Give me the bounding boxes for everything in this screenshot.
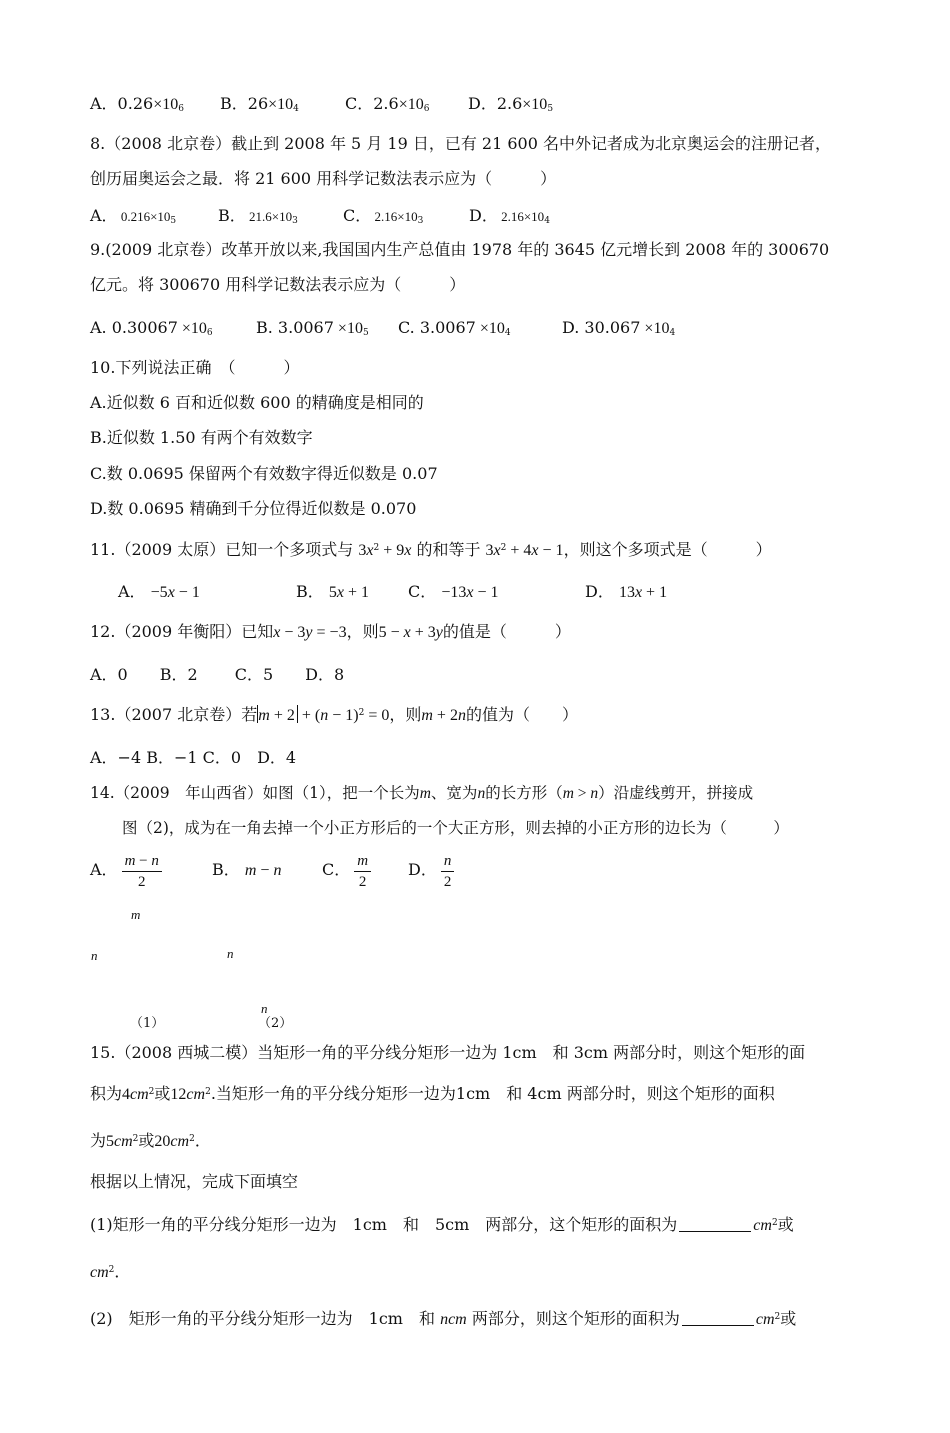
q15-intro: 根据以上情况，完成下面填空 <box>90 1172 299 1191</box>
q10-option-a: A.近似数 6 百和近似数 600 的精确度是相同的 <box>90 393 424 412</box>
q10-option-c: C.数 0.0695 保留两个有效数字得近似数是 0.07 <box>90 464 438 483</box>
q8-stem-line2: 创历届奥运会之最．将 21 600 用科学记数法表示应为（ ） <box>90 169 557 188</box>
q12-options: A．0 B．2 C．5 D．8 <box>90 665 345 684</box>
q7-option-a: A．$0.26\times 10_6$ <box>90 94 184 114</box>
q7-option-b: B．$26\times 10_4$ <box>220 94 299 114</box>
q13-options: A．−4 B．−1 C．0 D．4 <box>90 748 297 767</box>
q15-part1-line2: $cm^2$． <box>90 1262 131 1281</box>
q14-option-c: C． $\frac{m}{2}$ <box>322 850 375 890</box>
q8-option-d: D． $2.16\times 10_4$ <box>469 206 550 226</box>
q14-option-a: A． $\frac{m - n}{2}$ <box>90 850 166 890</box>
q15-stem-line2: 积为$4cm^2$或$12cm^2$.当矩形一角的平分线分矩形一边为1cm 和 4cm 两部分时，则这个矩形的面积 <box>90 1084 775 1103</box>
q14-option-b: B． m − n <box>212 860 282 879</box>
figure-caption-1: （1） <box>130 1016 165 1031</box>
q7-option-c: C．$2.6\times 10_6$ <box>345 94 430 114</box>
q9-option-c: C. $3.0067 \times 10_4$ <box>398 318 511 338</box>
q11-stem: 11.（2009 太原）已知一个多项式与 $3x^2 + 9x$ 的和等于 $3x^2 + 4x - 1$，则这个多项式是（ ） <box>90 540 772 559</box>
q9-stem-line1: 9.(2009 北京卷）改革开放以来,我国国内生产总值由 1978 年的 3645 亿元增长到 2008 年的 300670 <box>90 240 830 259</box>
figure-label-n-mid: n <box>227 946 234 961</box>
figure-label-n-bottom: n <box>261 1001 268 1016</box>
q15-part2: (2) 矩形一角的平分线分矩形一边为 1cm 和 ncm 两部分，则这个矩形的面积为 $cm^2$或 <box>90 1309 797 1328</box>
q12-stem: 12.（2009 年衡阳）已知x − 3y = −3，则5 − x + 3y的值是（ ） <box>90 622 571 641</box>
q11-option-c: C． −13x − 1 <box>408 582 499 601</box>
q10-option-b: B.近似数 1.50 有两个有效数字 <box>90 428 313 447</box>
q15-stem-line1: 15.（2008 西城二模）当矩形一角的平分线分矩形一边为 1cm 和 3cm 两部分时，则这个矩形的面 <box>90 1043 806 1062</box>
q8-option-a: A． $0.216\times 10_5$ <box>90 206 177 226</box>
q8-option-c: C． $2.16\times 10_3$ <box>343 206 424 226</box>
q9-option-b: B. $3.0067 \times 10_5$ <box>256 318 369 338</box>
q15-part2-blank[interactable] <box>682 1311 754 1326</box>
q10-option-d: D.数 0.0695 精确到千分位得近似数是 0.070 <box>90 499 417 518</box>
q14-option-d: D． $\frac{n}{2}$ <box>408 850 458 890</box>
q11-option-a: A． −5x − 1 <box>118 582 200 601</box>
q13-stem: 13.（2007 北京卷）若$m + 2 + (n - 1)^2 = 0$，则m + 2n的值为（ ） <box>90 705 578 724</box>
q14-stem-line1: 14.（2009 年山西省）如图（1），把一个长为m、宽为n的长方形（m > n）沿虚线剪开，拼接成 <box>90 784 754 802</box>
figure-caption-2: （2） <box>258 1016 293 1031</box>
q15-part1: (1)矩形一角的平分线分矩形一边为 1cm 和 5cm 两部分，这个矩形的面积为 $cm^2$或 <box>90 1215 794 1234</box>
q9-stem-line2: 亿元。将 300670 用科学记数法表示应为（ ） <box>90 275 466 294</box>
q8-stem-line1: 8.（2008 北京卷）截止到 2008 年 5 月 19 日，已有 21 600 名中外记者成为北京奥运会的注册记者， <box>90 134 832 153</box>
q11-option-d: D． 13x + 1 <box>585 582 668 601</box>
q10-stem: 10.下列说法正确 （ ） <box>90 358 300 377</box>
q15-stem-line3: 为$5cm^2$或$20cm^2$． <box>90 1131 211 1150</box>
q7-option-d: D．$2.6\times 10_5$ <box>468 94 554 114</box>
figure-label-m: m <box>131 907 141 922</box>
q9-option-a: A. $0.30067 \times 10_6$ <box>90 318 213 338</box>
figure-label-n-left: n <box>91 948 98 963</box>
q11-option-b: B． 5x + 1 <box>296 582 369 601</box>
q8-option-b: B． $21.6\times 10_3$ <box>218 206 298 226</box>
q15-part1-blank[interactable] <box>679 1217 751 1232</box>
q9-option-d: D. $30.067 \times 10_4$ <box>562 318 676 338</box>
q14-stem-line2: 图（2)，成为在一角去掉一个小正方形后的一个大正方形，则去掉的小正方形的边长为（ ） <box>122 819 789 837</box>
